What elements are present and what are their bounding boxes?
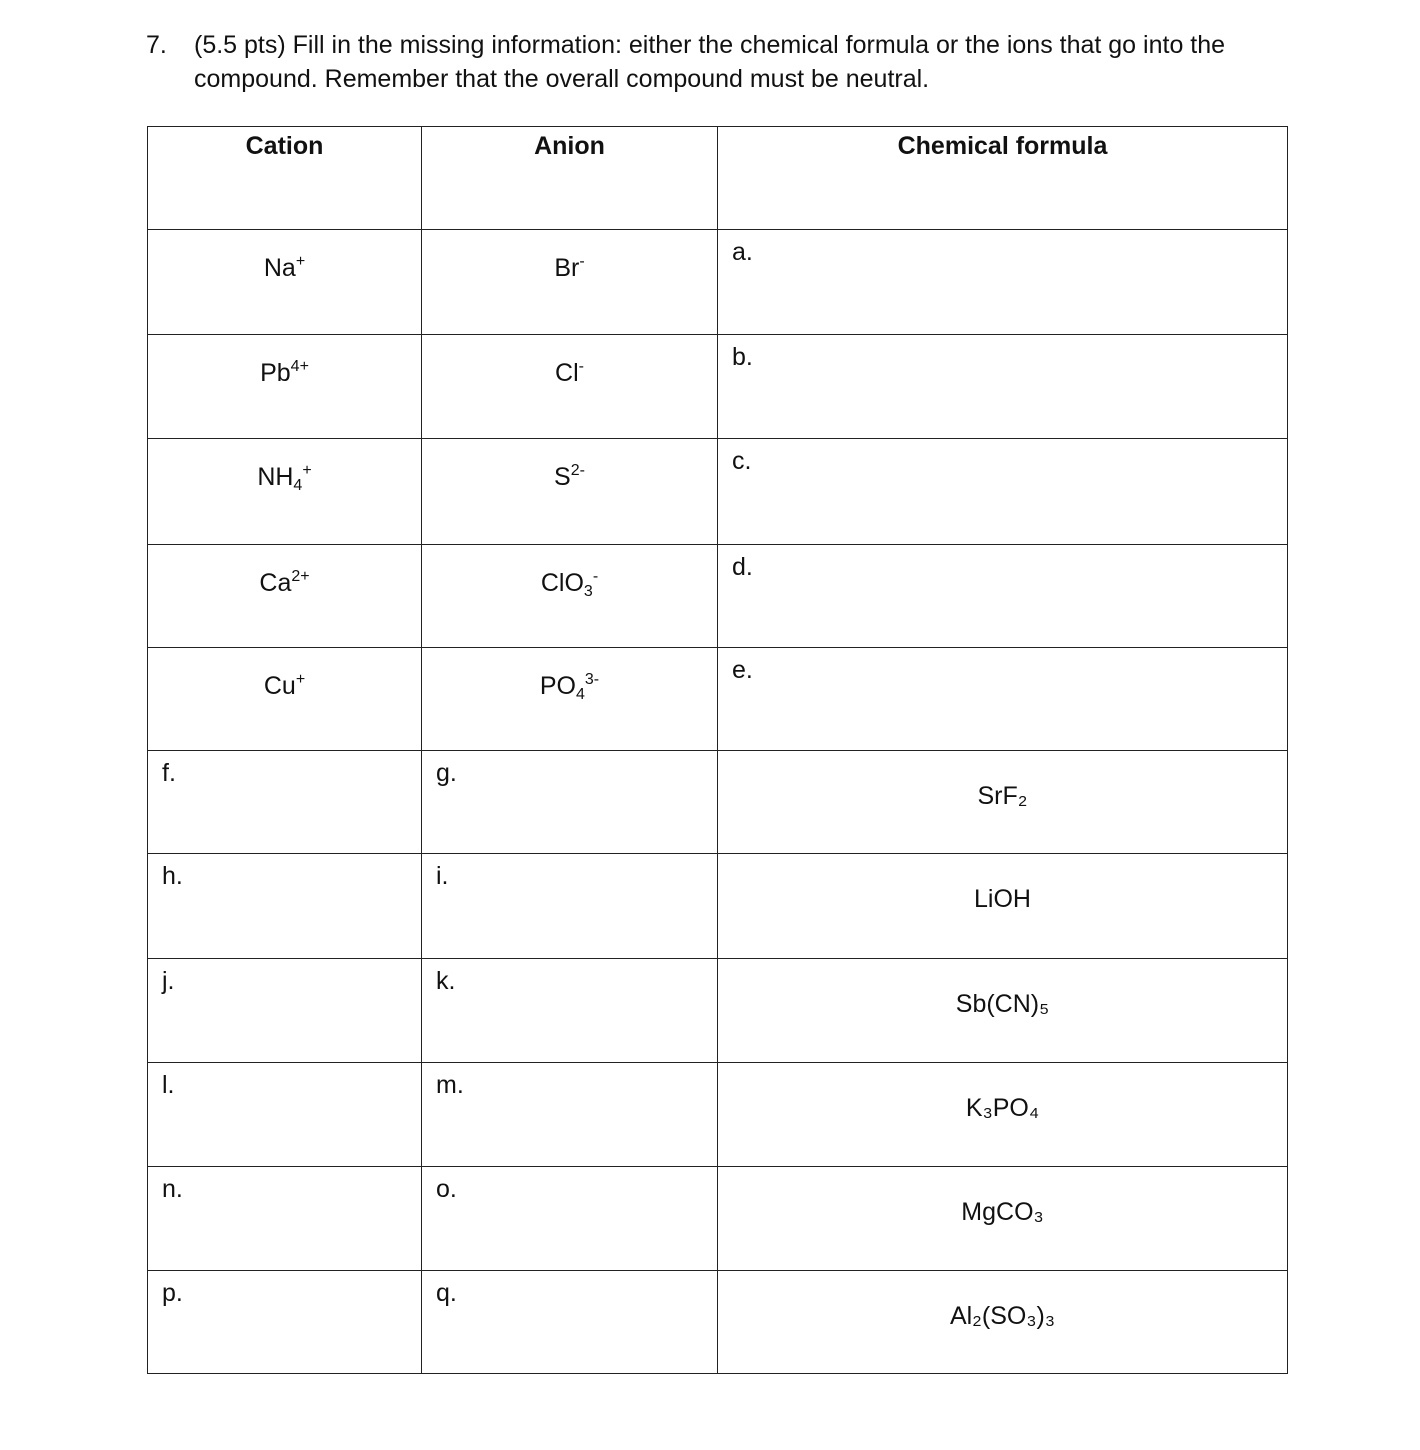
formula-answer-cell[interactable]	[718, 545, 1288, 648]
cation-cell	[148, 648, 422, 751]
table-row	[148, 439, 1288, 545]
cation-answer-cell[interactable]	[148, 1271, 422, 1374]
anion-cell	[422, 335, 718, 439]
formula-cell	[718, 959, 1288, 1063]
answer-label: f.	[162, 759, 176, 787]
table-row	[148, 1271, 1288, 1374]
anion-answer-cell[interactable]	[422, 959, 718, 1063]
cation-answer-cell[interactable]	[148, 1063, 422, 1167]
answer-label: n.	[162, 1175, 183, 1203]
table-row	[148, 545, 1288, 648]
answer-label: d.	[732, 553, 753, 581]
table-header-row	[148, 127, 1288, 230]
cation-ion: $Pb^{4+}$	[260, 358, 309, 387]
formula-cell	[718, 854, 1288, 959]
cation-answer-cell[interactable]	[148, 751, 422, 854]
chemical-formula: K₃PO₄	[965, 1094, 1040, 1122]
cation-ion: $NH_4^+$	[257, 462, 312, 494]
answer-label: m.	[436, 1071, 464, 1099]
question-number: 7.	[146, 31, 167, 59]
answer-label: k.	[436, 967, 456, 995]
table-row	[148, 230, 1288, 335]
table-row	[148, 751, 1288, 854]
anion-cell	[422, 648, 718, 751]
anion-answer-cell[interactable]	[422, 1063, 718, 1167]
anion-ion: ClO$_3$-	[540, 568, 599, 600]
answer-label: g.	[436, 759, 457, 787]
question-prompt	[146, 28, 1306, 96]
answer-label: e.	[732, 656, 753, 684]
chemical-formula: SrF₂	[977, 782, 1028, 810]
cation-header: Cation	[148, 127, 422, 230]
formula-answer-cell[interactable]	[718, 335, 1288, 439]
cation-cell	[148, 335, 422, 439]
answer-label: b.	[732, 343, 753, 371]
cation-ion: Na+	[263, 253, 306, 282]
answer-label: l.	[162, 1071, 175, 1099]
formula-cell	[718, 751, 1288, 854]
anion-answer-cell[interactable]	[422, 751, 718, 854]
cation-ion: Cu+	[263, 671, 306, 700]
anion-answer-cell[interactable]	[422, 1271, 718, 1374]
answer-label: i.	[436, 862, 449, 890]
anion-ion: Cl-	[555, 358, 584, 387]
anion-ion: $PO_4^{3-}$	[539, 671, 600, 703]
table-row	[148, 1167, 1288, 1271]
anion-cell	[422, 545, 718, 648]
table-row	[148, 959, 1288, 1063]
anion-ion: Br-	[554, 253, 585, 282]
answer-label: h.	[162, 862, 183, 890]
cation-answer-cell[interactable]	[148, 854, 422, 959]
answer-label: j.	[162, 967, 175, 995]
formula-header: Chemical formula	[718, 127, 1288, 230]
anion-ion: $S^{2-}$	[554, 462, 585, 491]
table-row	[148, 1063, 1288, 1167]
cation-cell	[148, 545, 422, 648]
answer-label: p.	[162, 1279, 183, 1307]
answer-label: a.	[732, 238, 753, 266]
chemical-formula: Al₂(SO₃)₃	[949, 1302, 1056, 1330]
answer-label: q.	[436, 1279, 457, 1307]
formula-answer-cell[interactable]	[718, 230, 1288, 335]
formula-cell	[718, 1271, 1288, 1374]
cation-ion: $Ca^{2+}$	[259, 568, 310, 597]
question-text: (5.5 pts) Fill in the missing information: either the chemical formula or the ions that go into the compound. Remember that the overall compound must be neutral.	[194, 31, 1226, 93]
cation-cell	[148, 439, 422, 545]
answer-label: o.	[436, 1175, 457, 1203]
anion-answer-cell[interactable]	[422, 1167, 718, 1271]
ions-table	[147, 126, 1288, 1374]
table-row	[148, 648, 1288, 751]
answer-label: c.	[732, 447, 752, 475]
anion-cell	[422, 230, 718, 335]
anion-cell	[422, 439, 718, 545]
chemical-formula: Sb(CN)₅	[955, 990, 1050, 1018]
chemical-formula: MgCO₃	[961, 1198, 1044, 1226]
cation-answer-cell[interactable]	[148, 1167, 422, 1271]
formula-answer-cell[interactable]	[718, 648, 1288, 751]
cation-answer-cell[interactable]	[148, 959, 422, 1063]
anion-answer-cell[interactable]	[422, 854, 718, 959]
table-row	[148, 335, 1288, 439]
formula-cell	[718, 1063, 1288, 1167]
chemical-formula: LiOH	[974, 885, 1031, 913]
table-row	[148, 854, 1288, 959]
formula-cell	[718, 1167, 1288, 1271]
cation-cell	[148, 230, 422, 335]
anion-header: Anion	[422, 127, 718, 230]
formula-answer-cell[interactable]	[718, 439, 1288, 545]
